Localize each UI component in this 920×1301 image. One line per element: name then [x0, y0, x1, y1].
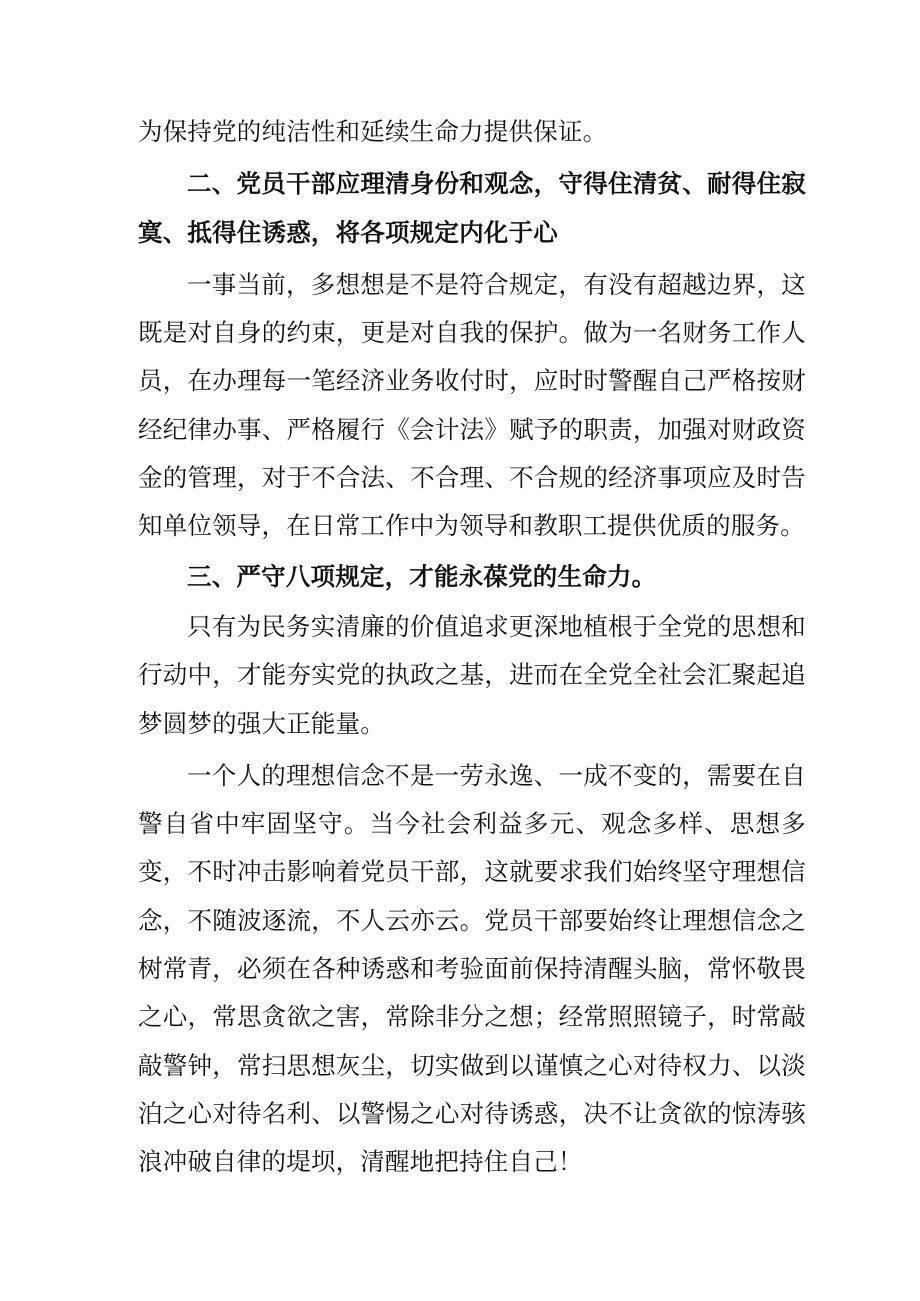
section-3-heading: 三、严守八项规定，才能永葆党的生命力。: [187, 561, 657, 591]
section-2-heading: 二、党员干部应理清身份和观念，守得住清贫、耐得住寂寞、抵得住诱惑，将各项规定内化于心: [138, 169, 806, 247]
section-2-paragraph: 一事当前，多想想是不是符合规定，有没有超越边界，这既是对自身的约束，更是对自我的保护。做为一名财务工作人员，在办理每一笔经济业务收付时，应时时警醒自己严格按财经纪律办事、严格履行《会计法》赋予的职责，加强对财政资金的管理，对于不合法、不合理、不合规的经济事项应及时告知单位领导，在日常工作中为领导和教职工提供优质的服务。: [138, 269, 806, 541]
continuation-paragraph: 为保持党的纯洁性和延续生命力提供保证。: [138, 117, 608, 146]
document-page: [138, 106, 806, 1187]
section-3-paragraph-2: 一个人的理想信念不是一劳永逸、一成不变的，需要在自警自省中牢固坚守。当今社会利益多元、观念多样、思想多变，不时冲击影响着党员干部，这就要求我们始终坚守理想信念，不随波逐流，不人云亦云。党员干部要始终让理想信念之树常青，必须在各种诱惑和考验面前保持清醒头脑，常怀敬畏之心，常思贪欲之害，常除非分之想；经常照照镜子，时常敲敲警钟，常扫思想灰尘，切实做到以谨慎之心对待权力、以淡泊之心对待名利、以警惕之心对待诱惑，决不让贪欲的惊涛骇浪冲破自律的堤坝，清醒地把持住自己！: [138, 760, 806, 1177]
section-3-paragraph-1: 只有为民务实清廉的价值追求更深地植根于全党的思想和行动中，才能夯实党的执政之基，进而在全党全社会汇聚起追梦圆梦的强大正能量。: [138, 611, 806, 738]
